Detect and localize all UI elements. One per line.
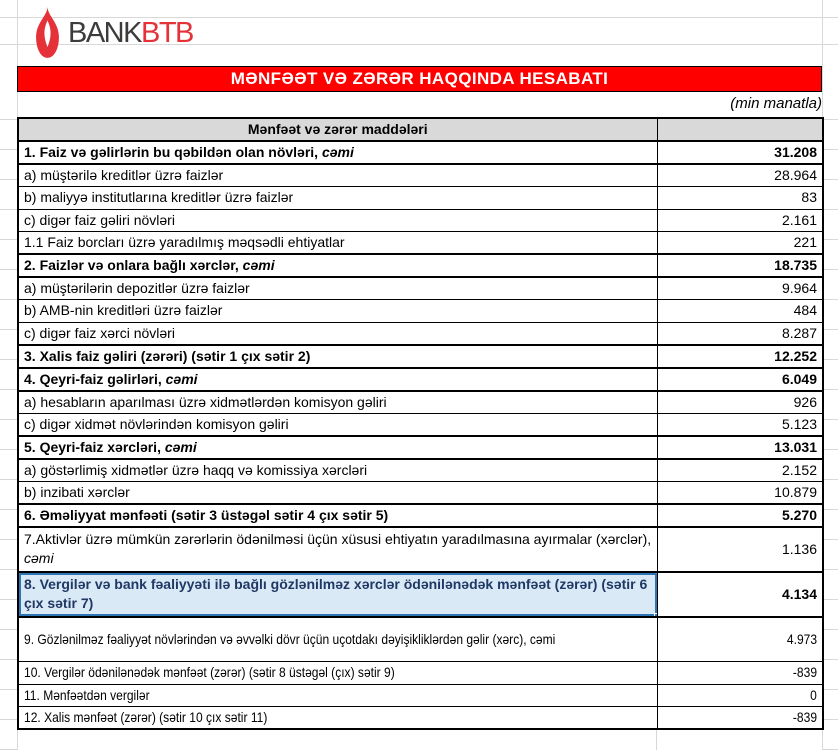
row-value: 10.879: [774, 483, 817, 500]
row-value-cell[interactable]: [657, 504, 823, 527]
row-value-cell[interactable]: [657, 436, 823, 459]
row-label: 3. Xalis faiz gəliri (zərəri) (sətir 1 çıx sətir 2): [24, 347, 311, 364]
table-row: [18, 254, 823, 277]
row-label: 12. Xalis mənfəət (zərər) (sətir 10 çıx sətir 11): [24, 709, 268, 725]
row-value: 12.252: [774, 347, 817, 364]
row-label: a) müştərilə kreditlər üzrə faizlər: [24, 167, 224, 183]
table-row: [18, 322, 823, 345]
row-label: 5. Qeyri-faiz xərcləri,: [24, 438, 165, 455]
row-value-cell[interactable]: [657, 662, 823, 685]
row-value-cell[interactable]: [657, 164, 823, 187]
row-label-cell[interactable]: [18, 254, 657, 277]
gridline-strip-right: [823, 90, 838, 750]
row-label: 10. Vergilər ödənilənədək mənfəət (zərər) (sətir 8 üstəgəl (çıx) sətir 9): [24, 664, 395, 681]
row-label-cell[interactable]: [18, 322, 657, 345]
row-value: 6.049: [781, 370, 817, 387]
table-row: [18, 707, 823, 730]
row-value-cell[interactable]: [657, 707, 823, 730]
row-value-cell[interactable]: [657, 459, 823, 482]
row-label-cell[interactable]: [18, 662, 657, 685]
table-row: [18, 300, 823, 323]
table-row: [18, 368, 823, 391]
row-value: 926: [793, 393, 817, 410]
row-label: 2. Faizlər və onlara bağlı xərclər,: [24, 257, 243, 273]
table-row: [18, 459, 823, 482]
row-label-cell[interactable]: [18, 481, 657, 504]
row-value-cell[interactable]: [657, 187, 823, 210]
row-label-italic: cəmi: [24, 550, 54, 566]
row-value-cell[interactable]: [657, 391, 823, 414]
row-value: 2.152: [781, 461, 817, 478]
row-label-cell[interactable]: [18, 209, 657, 232]
row-value-cell[interactable]: [657, 413, 823, 436]
row-label: 1. Faiz və gəlirlərin bu qəbildən olan növləri,: [24, 144, 322, 160]
row-label: b) maliyyə institutlarına kreditlər üzrə faizlər: [24, 189, 294, 206]
table-row: [18, 345, 823, 368]
row-label-cell[interactable]: [18, 707, 657, 730]
logo-btb-word: BTB: [140, 16, 193, 49]
row-label: c) digər faiz xərci növləri: [24, 324, 175, 341]
row-value: 83: [801, 189, 817, 206]
row-value-cell[interactable]: [657, 481, 823, 504]
table-row: [18, 527, 823, 572]
table-row: [18, 232, 823, 255]
row-label-italic: cəmi: [165, 370, 198, 387]
row-value: 0: [810, 686, 817, 703]
row-label-cell[interactable]: [18, 436, 657, 459]
table-row: [18, 617, 823, 662]
row-label-cell[interactable]: [18, 232, 657, 255]
table-row: [18, 662, 823, 685]
row-label: 1.1 Faiz borcları üzrə yaradılmış məqsədli ehtiyatlar: [24, 234, 345, 250]
row-value: 28.964: [774, 167, 817, 183]
row-label: 4. Qeyri-faiz gəlirləri,: [24, 370, 166, 387]
row-value: 2.161: [781, 211, 817, 228]
pnl-table: [17, 117, 824, 730]
logo-bank-word: BANK: [68, 16, 141, 49]
row-label-italic: cəmi: [321, 144, 354, 160]
row-label-cell[interactable]: [18, 527, 657, 572]
row-value: 9.964: [781, 280, 817, 296]
row-label: b) inzibati xərclər: [24, 483, 130, 500]
units-note: (min manatla): [730, 95, 822, 112]
row-label: a) müştərilərin depozitlər üzrə faizlər: [24, 280, 250, 296]
table-row: [18, 141, 823, 164]
row-label-cell[interactable]: [18, 141, 657, 164]
row-label-cell[interactable]: [18, 459, 657, 482]
row-label: 7.Aktivlər üzrə mümkün zərərlərin ödənilməsi üçün xüsusi ehtiyatın yaradılmasına ayırmalar (xərclər),: [24, 531, 652, 547]
selection-fill-handle-icon[interactable]: [654, 613, 658, 617]
row-value: 484: [793, 302, 817, 319]
row-value: 4.973: [786, 630, 817, 647]
flame-icon: [34, 7, 61, 59]
row-value: -839: [792, 709, 817, 725]
table-header-row: [18, 118, 823, 141]
row-label-cell[interactable]: [18, 504, 657, 527]
row-value: 13.031: [774, 438, 817, 455]
row-label-cell[interactable]: [18, 368, 657, 391]
row-label-cell[interactable]: [18, 164, 657, 187]
row-label-cell[interactable]: [18, 391, 657, 414]
table-row: [18, 572, 823, 617]
row-label: 8. Vergilər və bank fəaliyyəti ilə bağlı gözlənilməz xərclər ödənilənədək mənfəət (zərər) (sətir 6 çıx sətir 7): [24, 576, 648, 611]
row-value: 4.134: [781, 585, 817, 602]
report-title: MƏNFƏƏT VƏ ZƏRƏR HAQQINDA HESABATI: [230, 69, 609, 88]
row-value-cell[interactable]: [657, 232, 823, 255]
gridline-strip-left: [0, 90, 17, 750]
row-value-cell[interactable]: [657, 345, 823, 368]
row-label-cell[interactable]: [18, 617, 657, 662]
row-label: 6. Əməliyyat mənfəəti (sətir 3 üstəgəl sətir 4 çıx sətir 5): [24, 506, 389, 523]
row-label-cell[interactable]: [18, 413, 657, 436]
table-row: [18, 504, 823, 527]
row-label-italic: cəmi: [242, 257, 275, 273]
row-value-cell[interactable]: [657, 277, 823, 300]
row-label-cell[interactable]: [18, 572, 657, 617]
row-label-cell[interactable]: [18, 300, 657, 323]
table-row: [18, 164, 823, 187]
row-label-cell[interactable]: [18, 684, 657, 707]
table-row: [18, 391, 823, 414]
row-label: 11. Mənfəətdən vergilər: [24, 686, 150, 703]
row-value: 5.123: [781, 415, 817, 432]
row-label: a) hesabların aparılması üzrə xidmətlərdən komisyon gəliri: [24, 393, 387, 410]
row-value: 31.208: [774, 144, 817, 160]
row-label-cell[interactable]: [18, 277, 657, 300]
table-row: [18, 277, 823, 300]
row-label-cell[interactable]: [18, 345, 657, 368]
row-value: 1.136: [781, 540, 817, 557]
row-value-cell[interactable]: [657, 527, 823, 572]
row-label-italic: cəmi: [164, 438, 197, 455]
row-label: 9. Gözlənilməz fəaliyyət növlərindən və əvvəlki dövr üçün uçotdakı dəyişikliklərdən gəlir (xərc), cəmi: [24, 630, 556, 647]
row-value-cell[interactable]: [657, 684, 823, 707]
table-row: [18, 684, 823, 707]
header-value-cell[interactable]: [657, 118, 823, 141]
bank-logo: [34, 7, 193, 59]
row-value: 221: [793, 234, 817, 250]
table-row: [18, 481, 823, 504]
table-row: [18, 436, 823, 459]
row-value-cell[interactable]: [657, 368, 823, 391]
row-label: b) AMB-nin kreditləri üzrə faizlər: [24, 302, 223, 319]
table-row: [18, 187, 823, 210]
bank-logo-text: [68, 16, 193, 49]
row-value-cell[interactable]: [657, 572, 823, 617]
row-label: a) göstərlimiş xidmətlər üzrə haqq və komissiya xərcləri: [24, 461, 368, 478]
row-value-cell[interactable]: [657, 141, 823, 164]
table-row: [18, 413, 823, 436]
report-title-banner: [17, 66, 822, 92]
row-value-cell[interactable]: [657, 617, 823, 662]
row-value-cell[interactable]: [657, 209, 823, 232]
row-value: 5.270: [781, 506, 817, 523]
row-value-cell[interactable]: [657, 322, 823, 345]
row-value-cell[interactable]: [657, 300, 823, 323]
row-label: c) digər xidmət növlərindən komisyon gəliri: [24, 415, 289, 432]
row-label: c) digər faiz gəliri növləri: [24, 211, 175, 228]
table-row: [18, 209, 823, 232]
row-value: -839: [792, 664, 817, 681]
row-label-cell[interactable]: [18, 187, 657, 210]
row-value: 8.287: [781, 324, 817, 341]
row-value: 18.735: [774, 257, 817, 273]
row-value-cell[interactable]: [657, 254, 823, 277]
header-items-cell[interactable]: Mənfəət və zərər maddələri: [18, 118, 657, 141]
